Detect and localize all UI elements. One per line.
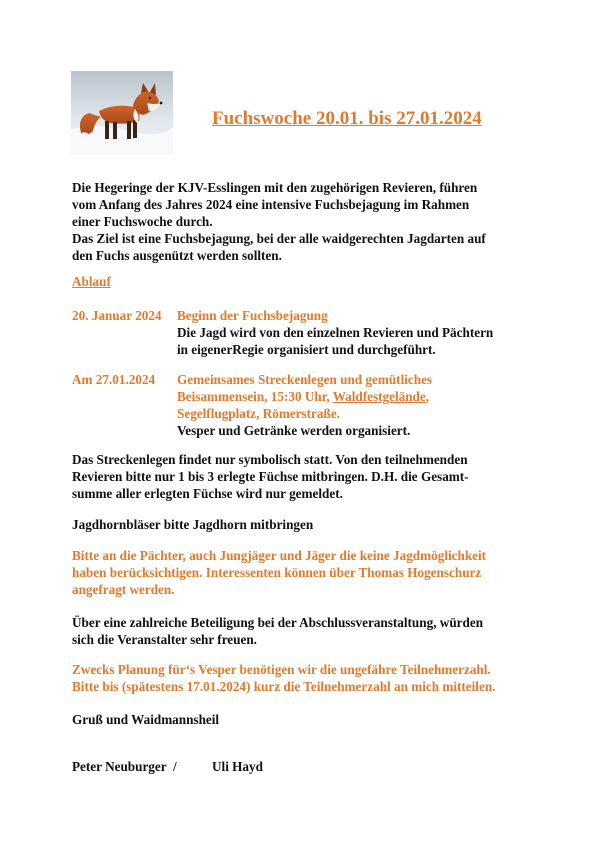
appeal-line: Bitte an die Pächter, auch Jungjäger und Jäger die keine Jagdmöglichkeit	[72, 548, 487, 563]
intro-line: Das Ziel ist eine Fuchsbejagung, bei der alle waidgerechten Jagdarten auf	[72, 231, 486, 246]
page-title: Fuchswoche 20.01. bis 27.01.2024	[212, 108, 482, 129]
strecke-line: summe aller erlegten Füchse wird nur gemeldet.	[72, 486, 343, 501]
greeting: Gruß und Waidmannsheil	[72, 712, 220, 727]
planning-paragraph	[72, 661, 532, 695]
schedule-headline: Beginn der Fuchsbejagung	[177, 308, 328, 323]
appeal-line: angefragt werden.	[72, 582, 175, 597]
schedule-detail-2	[177, 371, 537, 439]
planning-line: Bitte bis (spätestens 17.01.2024) kurz die Teilnehmerzahl an mich mitteilen.	[72, 679, 496, 694]
schedule-line	[177, 388, 537, 405]
intro-line: Die Hegeringe der KJV-Esslingen mit den zugehörigen Revieren, führen	[72, 180, 478, 195]
schedule-line: Segelflugplatz, Römerstraße.	[177, 406, 340, 421]
thanks-paragraph	[72, 614, 532, 648]
strecke-line: Das Streckenlegen findet nur symbolisch statt. Von den teilnehmenden	[72, 452, 468, 467]
planning-line: Zwecks Planung für‘s Vesper benötigen wir die ungefähre Teilnehmerzahl.	[72, 662, 491, 677]
signature-name-1: Peter Neuburger /	[72, 759, 177, 774]
schedule-detail-1	[177, 307, 537, 358]
intro-line: den Fuchs ausgenützt werden sollten.	[72, 248, 282, 263]
intro-line: vom Anfang des Jahres 2024 eine intensive Fuchsbejagung im Rahmen	[72, 197, 470, 212]
appeal-line: haben berücksichtigen. Interessenten können über Thomas Hogenschurz	[72, 565, 482, 580]
intro-paragraph	[72, 179, 532, 264]
schedule-line: in eigenerRegie organisiert und durchgeführt.	[177, 342, 436, 357]
strecke-paragraph	[72, 451, 532, 502]
schedule-text: Beisammensein, 15:30 Uhr,	[177, 389, 333, 404]
schedule-heading: Ablauf	[72, 274, 111, 289]
location-link[interactable]: Waldfestgelände	[332, 389, 426, 404]
signature-name-2: Uli Hayd	[212, 759, 263, 774]
appeal-paragraph	[72, 547, 532, 598]
schedule-date-1: 20. Januar 2024	[72, 308, 162, 323]
intro-line: einer Fuchswoche durch.	[72, 214, 213, 229]
schedule-line: Vesper und Getränke werden organisiert.	[177, 423, 411, 438]
horn-note: Jagdhornbläser bitte Jagdhorn mitbringen	[72, 517, 314, 532]
schedule-line: Die Jagd wird von den einzelnen Revieren und Pächtern	[177, 325, 494, 340]
strecke-line: Revieren bitte nur 1 bis 3 erlegte Füchse mitbringen. D.H. die Gesamt-	[72, 469, 469, 484]
fox-in-snow-illustration	[71, 71, 173, 155]
schedule-text: ,	[425, 389, 430, 404]
schedule-date-2: Am 27.01.2024	[72, 372, 156, 387]
fox-photo	[71, 71, 173, 155]
schedule-headline: Gemeinsames Streckenlegen und gemütliches	[177, 372, 433, 387]
thanks-line: sich die Veranstalter sehr freuen.	[72, 632, 257, 647]
thanks-line: Über eine zahlreiche Beteiligung bei der Abschlussveranstaltung, würden	[72, 615, 484, 630]
